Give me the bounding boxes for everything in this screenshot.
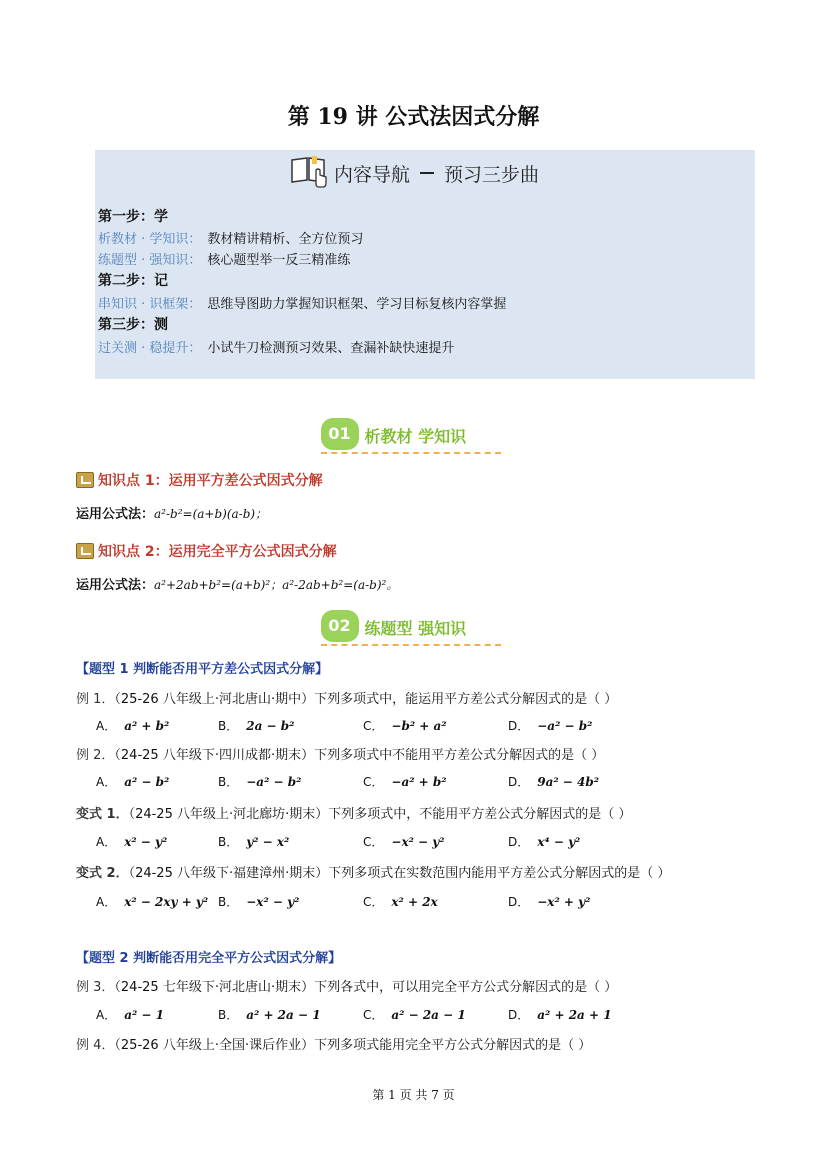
- option-letter: A．: [96, 775, 117, 789]
- question-variant-2: [76, 862, 670, 881]
- option-formula: −x² − y²: [391, 835, 445, 849]
- nav-row-2-desc: 核心题型举一反三精准练: [207, 253, 351, 268]
- option-a: [96, 773, 169, 790]
- step-2: 第二步：记: [98, 273, 168, 289]
- option-formula: a² + b²: [124, 719, 170, 733]
- option-letter: C．: [363, 1008, 384, 1022]
- option-a: [96, 893, 208, 910]
- option-formula: a² + 2a + 1: [537, 1008, 612, 1022]
- option-letter: C．: [363, 719, 384, 733]
- option-letter: A．: [96, 1008, 117, 1022]
- section-1-label: 析教材 学知识: [364, 427, 467, 446]
- question-number: 例 4．: [76, 1038, 115, 1053]
- option-letter: D．: [508, 895, 530, 909]
- section-2-label: 练题型 强知识: [364, 619, 467, 638]
- nav-row-1-keyword: 析教材 · 学知识：: [98, 232, 202, 247]
- question-text: （24-25 七年级下·河北唐山·期末）下列各式中，可以用完全平方公式分解因式的是（ ）: [114, 980, 618, 995]
- nav-row-1-desc: 教材精讲精析、全方位预习: [207, 232, 364, 247]
- knowledge-point-1-formula: [76, 503, 267, 522]
- option-letter: B．: [218, 1008, 239, 1022]
- question-text: （24-25 八年级下·福建漳州·期末）下列多项式在实数范围内能用平方差公式分解因式的是（ ）: [128, 866, 671, 881]
- question-example-3: [76, 976, 617, 995]
- option-formula: −b² + a²: [391, 719, 447, 733]
- nav-row-3: [98, 293, 506, 312]
- question-text: （25-26 八年级上·全国·课后作业）下列多项式能用完全平方公式分解因式的是（ ）: [114, 1038, 592, 1053]
- question-text: （24-25 八年级上·河北廊坊·期末）下列多项式中，不能用平方差公式分解因式的是（ ）: [128, 807, 632, 822]
- option-c: [363, 893, 438, 910]
- question-variant-1: [76, 803, 631, 822]
- option-formula: y² − x²: [246, 835, 290, 849]
- option-d: [508, 893, 590, 910]
- option-letter: C．: [363, 895, 384, 909]
- option-letter: A．: [96, 719, 117, 733]
- formula-label: 运用公式法：: [76, 578, 155, 593]
- option-c: [363, 717, 447, 734]
- option-letter: C．: [363, 775, 384, 789]
- option-letter: D．: [508, 1008, 530, 1022]
- option-d: [508, 773, 599, 790]
- option-d: [508, 717, 592, 734]
- option-letter: A．: [96, 895, 117, 909]
- notebook-icon: [76, 543, 94, 559]
- question-type-2-title: 【题型 2 判断能否用完全平方公式因式分解】: [76, 951, 342, 966]
- question-number: 变式 2．: [76, 866, 129, 881]
- option-formula: −a² − b²: [537, 719, 593, 733]
- notebook-icon: [76, 472, 94, 488]
- question-number: 变式 1．: [76, 807, 129, 822]
- nav-row-4-desc: 小试牛刀检测预习效果、查漏补缺快速提升: [207, 341, 455, 356]
- option-formula: 2a − b²: [246, 719, 295, 733]
- question-text: （24-25 八年级下·四川成都·期末）下列多项式中不能用平方差公式分解因式的是（ ）: [114, 748, 605, 763]
- nav-row-3-keyword: 串知识 · 识框架：: [98, 297, 202, 312]
- nav-header-dash: [420, 172, 434, 174]
- option-letter: B．: [218, 895, 239, 909]
- option-formula: x² + 2x: [391, 895, 438, 909]
- option-a: [96, 717, 169, 734]
- section-1-heading: [0, 416, 827, 454]
- section-2-divider: [321, 644, 501, 646]
- nav-row-3-desc: 思维导图助力掌握知识框架、学习目标复核内容掌握: [207, 297, 507, 312]
- option-formula: 9a² − 4b²: [537, 775, 600, 789]
- nav-subtitle: 预习三步曲: [444, 163, 540, 186]
- page-title: 第 19 讲 公式法因式分解: [287, 104, 540, 130]
- option-letter: D．: [508, 835, 530, 849]
- nav-header-label: 内容导航: [334, 163, 411, 186]
- knowledge-point-2-formula: [76, 574, 398, 593]
- option-d: [508, 1006, 612, 1023]
- option-formula: x² − 2xy + y²: [124, 895, 209, 909]
- nav-row-2-keyword: 练题型 · 强知识：: [98, 253, 202, 268]
- option-formula: a² − 1: [124, 1008, 165, 1022]
- option-d: [508, 833, 580, 850]
- formula-text: a²-b²=(a+b)(a-b)；: [154, 507, 268, 521]
- question-number: 例 3．: [76, 980, 115, 995]
- nav-header: [290, 155, 539, 191]
- option-letter: A．: [96, 835, 117, 849]
- option-b: [218, 893, 299, 910]
- knowledge-point-2-text: 知识点 2：运用完全平方公式因式分解: [98, 544, 337, 560]
- option-c: [363, 1006, 466, 1023]
- option-formula: −x² + y²: [537, 895, 591, 909]
- book-hand-icon: [290, 154, 328, 192]
- question-example-4: [76, 1034, 591, 1053]
- knowledge-point-2-title: [76, 541, 337, 561]
- knowledge-point-1-title: [76, 470, 323, 490]
- question-type-1-title: 【题型 1 判断能否用平方差公式因式分解】: [76, 662, 329, 677]
- nav-row-4-keyword: 过关测 · 稳提升：: [98, 341, 202, 356]
- content-navigation-box: [95, 150, 755, 379]
- section-2-heading: [0, 608, 827, 646]
- option-formula: x² − y²: [124, 835, 168, 849]
- question-example-1: [76, 688, 617, 707]
- step-1: 第一步：学: [98, 209, 168, 225]
- option-a: [96, 1006, 164, 1023]
- step-3: 第三步：测: [98, 317, 168, 333]
- knowledge-point-1-text: 知识点 1：运用平方差公式因式分解: [98, 473, 323, 489]
- option-formula: x⁴ − y²: [537, 835, 581, 849]
- question-number: 例 1．: [76, 692, 115, 707]
- option-formula: a² − b²: [124, 775, 170, 789]
- option-b: [218, 717, 294, 734]
- option-letter: C．: [363, 835, 384, 849]
- section-1-badge: 01: [321, 418, 359, 450]
- option-formula: −a² + b²: [391, 775, 447, 789]
- section-2-badge: 02: [321, 610, 359, 642]
- question-number: 例 2．: [76, 748, 115, 763]
- nav-row-4: [98, 337, 454, 356]
- option-b: [218, 833, 289, 850]
- option-c: [363, 833, 445, 850]
- option-letter: B．: [218, 775, 239, 789]
- formula-text: a²+2ab+b²=(a+b)²；a²-2ab+b²=(a-b)²。: [154, 578, 399, 592]
- option-letter: B．: [218, 835, 239, 849]
- question-example-2: [76, 744, 604, 763]
- option-b: [218, 773, 301, 790]
- option-formula: −x² − y²: [246, 895, 300, 909]
- option-a: [96, 833, 167, 850]
- question-text: （25-26 八年级上·河北唐山·期中）下列多项式中，能运用平方差公式分解因式的是（ ）: [114, 692, 618, 707]
- option-c: [363, 773, 447, 790]
- nav-row-1: [98, 228, 363, 247]
- option-letter: D．: [508, 719, 530, 733]
- option-letter: B．: [218, 719, 239, 733]
- option-formula: a² − 2a − 1: [391, 1008, 466, 1022]
- option-b: [218, 1006, 321, 1023]
- nav-row-2: [98, 249, 350, 268]
- section-1-divider: [321, 452, 501, 454]
- option-formula: −a² − b²: [246, 775, 302, 789]
- option-formula: a² + 2a − 1: [246, 1008, 321, 1022]
- page-footer: 第 1 页 共 7 页: [372, 1088, 455, 1102]
- option-letter: D．: [508, 775, 530, 789]
- formula-label: 运用公式法：: [76, 507, 155, 522]
